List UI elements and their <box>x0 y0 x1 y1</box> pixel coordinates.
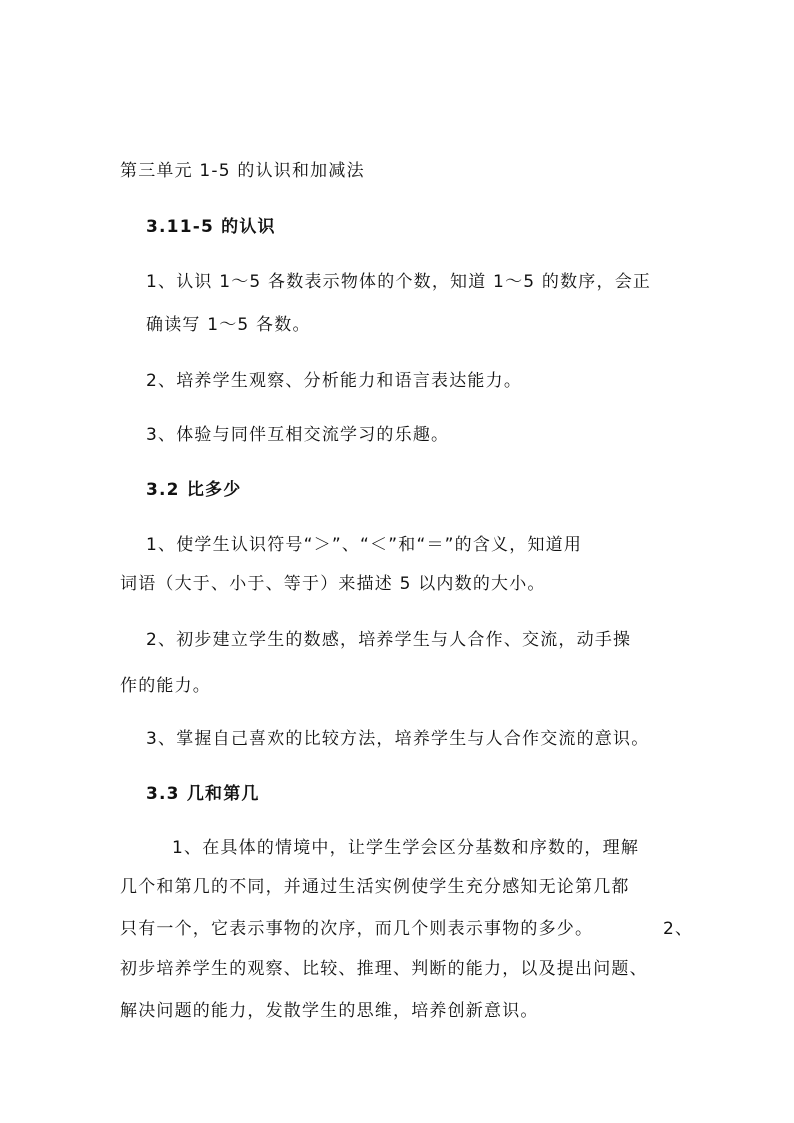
section-heading: 3.11-5 的认识 <box>146 217 276 237</box>
section-item: 1、在具体的情境中，让学生学会区分基数和序数的，理解 <box>172 838 640 858</box>
section-item: 初步培养学生的观察、比较、推理、判断的能力，以及提出问题、 <box>120 959 648 979</box>
section-item: 作的能力。 <box>120 676 211 696</box>
section-item: 确读写 1～5 各数。 <box>146 315 311 335</box>
section-item: 3、体验与同伴互相交流学习的乐趣。 <box>146 425 450 445</box>
section-item: 几个和第几的不同，并通过生活实例使学生充分感知无论第几都 <box>120 877 630 897</box>
section-item: 3、掌握自己喜欢的比较方法，培养学生与人合作交流的意识。 <box>146 729 650 749</box>
section-heading: 3.3 几和第几 <box>146 784 260 804</box>
section-item: 1、使学生认识符号“＞”、“＜”和“＝”的含义，知道用 <box>146 535 583 555</box>
section-item: 解决问题的能力，发散学生的思维，培养创新意识。 <box>120 1001 539 1021</box>
section-item: 只有一个，它表示事物的次序，而几个则表示事物的多少。 <box>120 919 594 939</box>
section-item: 2、初步建立学生的数感，培养学生与人合作、交流，动手操 <box>146 630 632 650</box>
unit-title: 第三单元 1-5 的认识和加减法 <box>120 161 365 181</box>
section-heading: 3.2 比多少 <box>146 480 242 500</box>
section-item: 2、培养学生观察、分析能力和语言表达能力。 <box>146 371 523 391</box>
section-item: 词语（大于、小于、等于）来描述 5 以内数的大小。 <box>120 574 546 594</box>
section-item: 1、认识 1～5 各数表示物体的个数，知道 1～5 的数序，会正 <box>146 272 652 292</box>
section-item: 2、 <box>663 919 694 939</box>
